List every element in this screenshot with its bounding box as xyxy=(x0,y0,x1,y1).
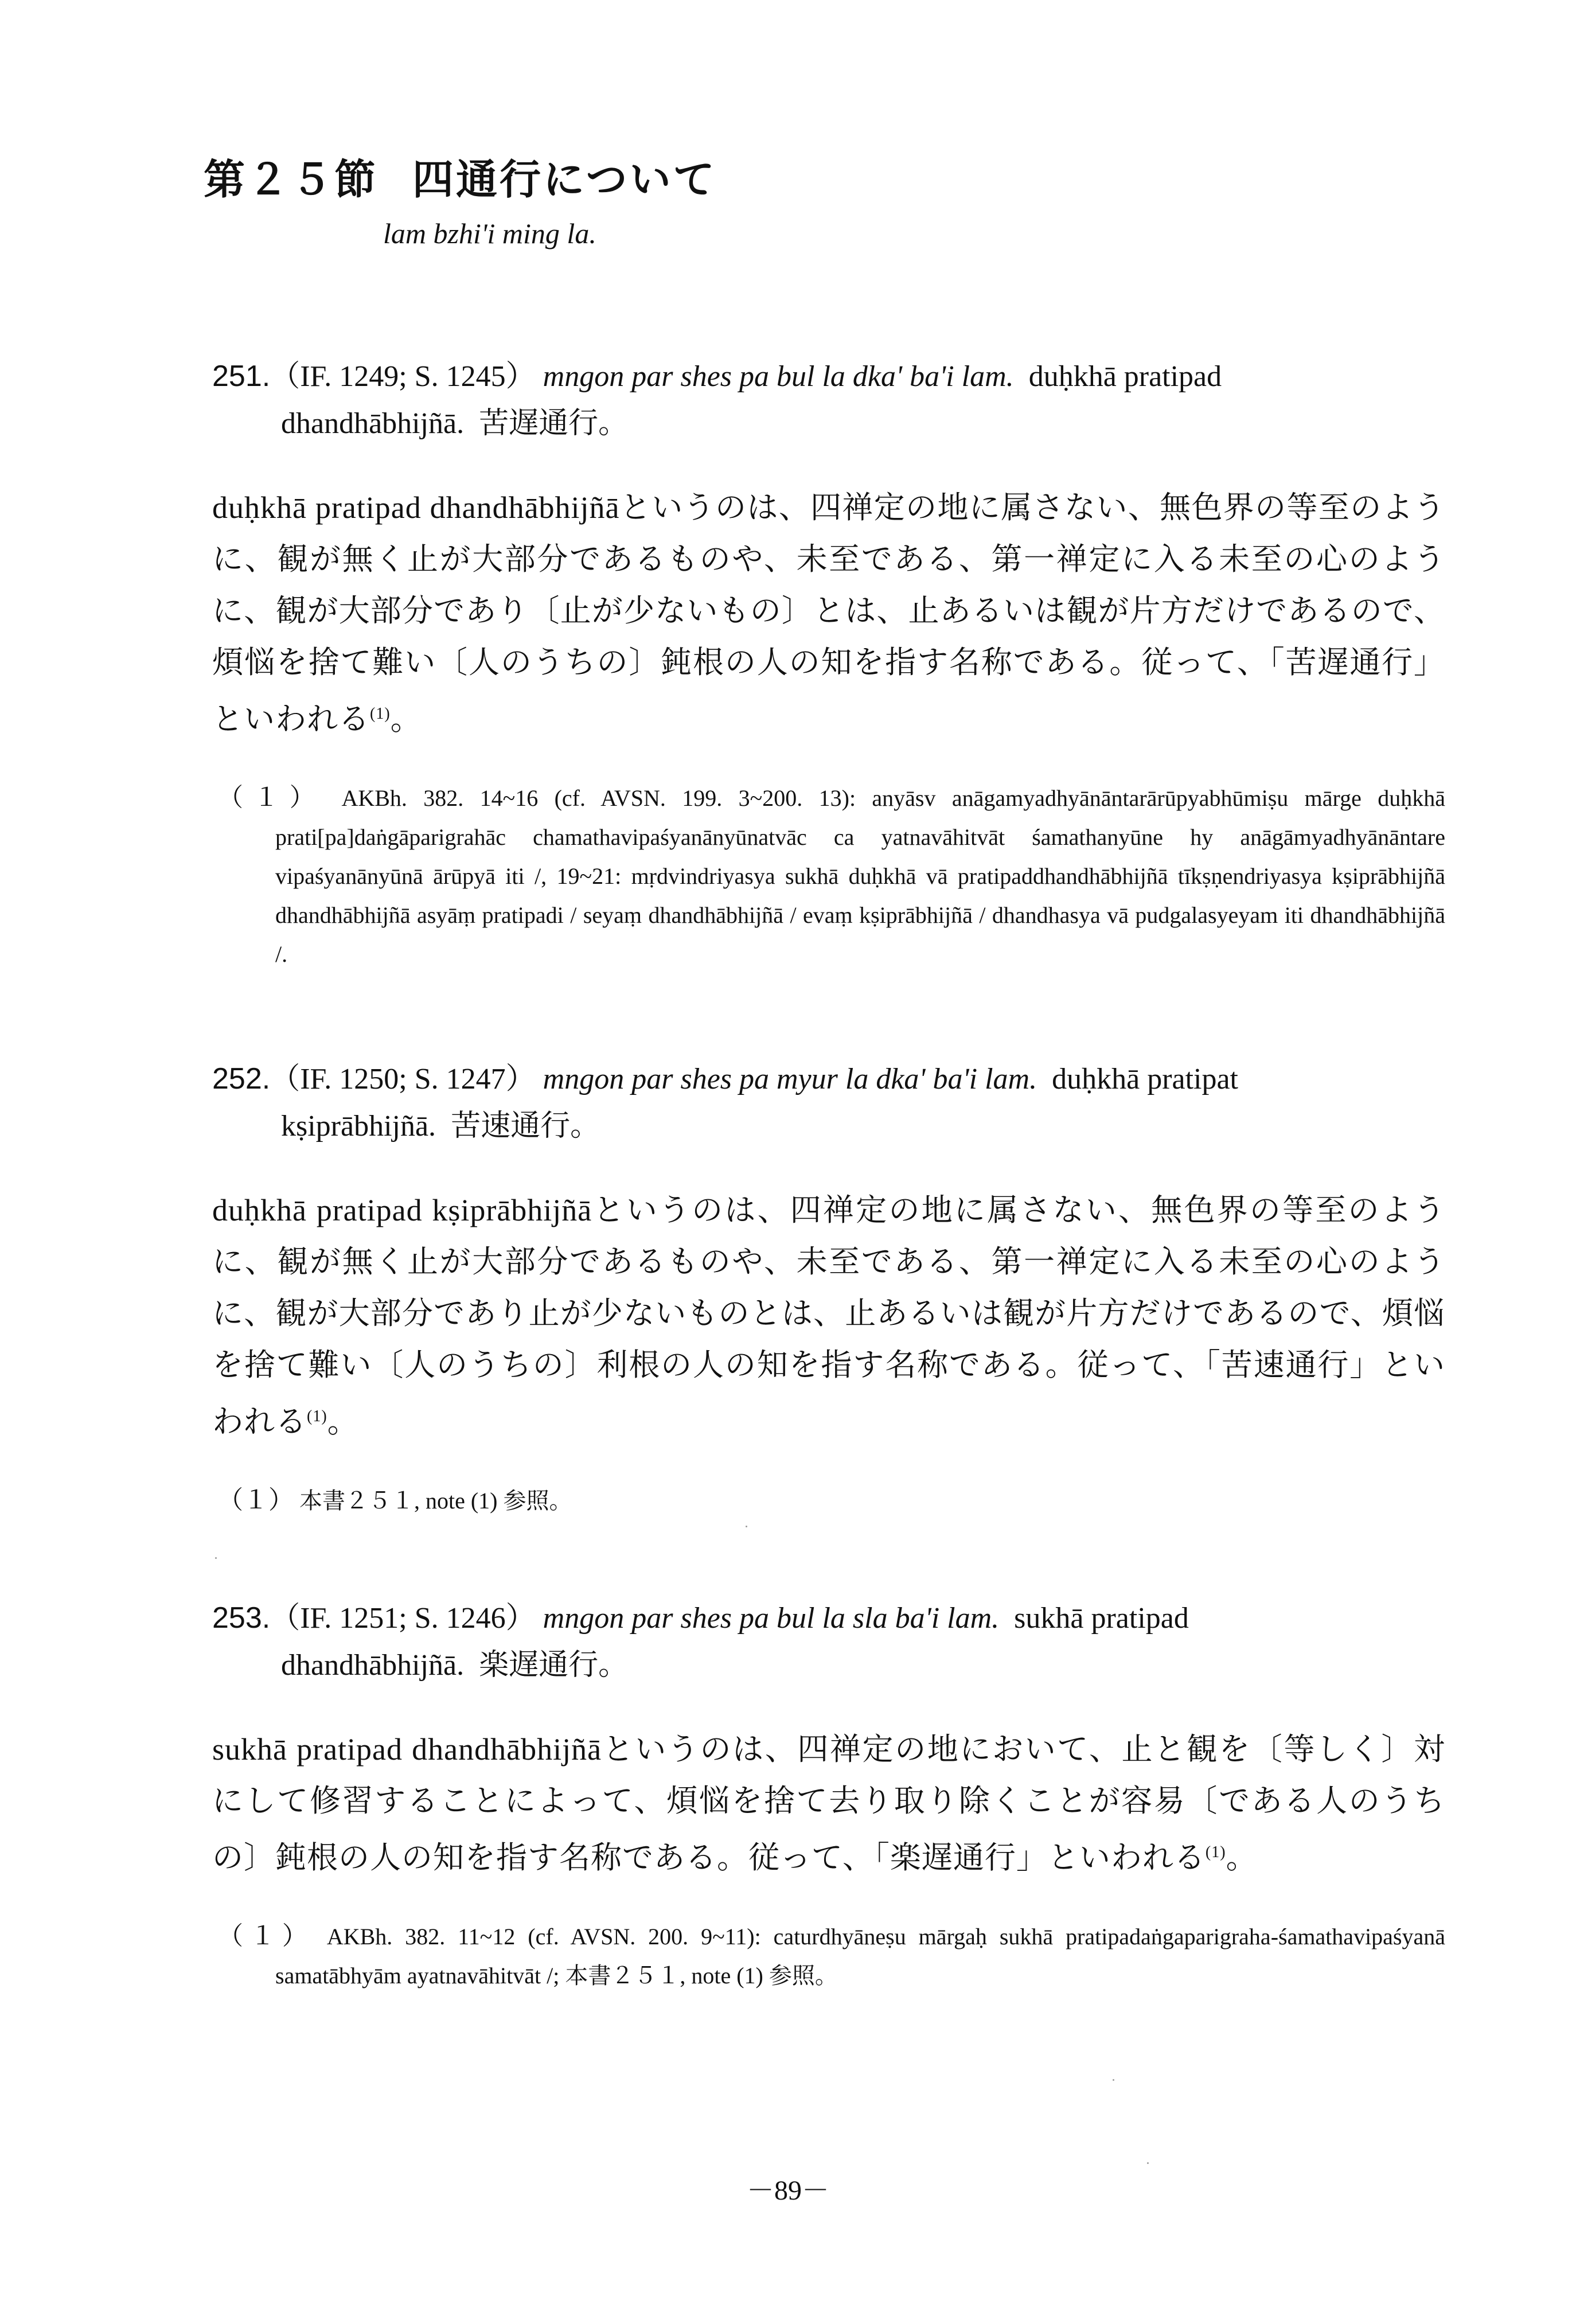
entry-body xyxy=(212,482,1445,745)
entry-ref: （IF. 1251; S. 1246） xyxy=(270,1602,536,1635)
footnote-mark: （１） xyxy=(218,783,326,812)
section-number: 第２５節 xyxy=(204,157,379,203)
scan-speck xyxy=(746,1526,747,1527)
entry-header xyxy=(212,1055,1445,1103)
entry-tibetan: mngon par shes pa myur la dka' ba'i lam. xyxy=(543,1063,1037,1095)
section-subtitle: lam bzhi'i ming la. xyxy=(383,217,596,249)
entry-header xyxy=(212,1594,1445,1642)
entry-header-line2 xyxy=(212,1642,1445,1689)
entry-number: 251. xyxy=(212,360,271,393)
entry-body xyxy=(212,1723,1445,1884)
entry-ref: （IF. 1249; S. 1245） xyxy=(270,360,536,393)
entry-body xyxy=(212,1184,1445,1448)
entry-sanskrit-cont: dhandhābhijñā. xyxy=(281,1649,465,1682)
entry-tibetan: mngon par shes pa bul la dka' ba'i lam. xyxy=(543,360,1014,393)
footnote-mark: （１） xyxy=(218,1486,294,1514)
footnote-text: 本書２５１, note (1) 参照。 xyxy=(299,1488,572,1514)
scan-speck xyxy=(1113,2079,1114,2081)
entry-ref: （IF. 1250; S. 1247） xyxy=(270,1063,536,1095)
note-ref: (1) xyxy=(370,705,391,723)
footnote xyxy=(212,1481,1445,1520)
entry-sanskrit: sukhā pratipad xyxy=(1014,1602,1189,1635)
entry-number: 253. xyxy=(212,1601,271,1635)
entry-sanskrit: duḥkhā pratipad xyxy=(1028,360,1222,393)
entry-number: 252. xyxy=(212,1062,271,1095)
footnote xyxy=(212,778,1445,974)
entry-body-text: sukhā pratipad dhandhābhijñāというのは、四禅定の地において、止と観を〔等しく〕対にして修習することによって、煩悩を捨て去り取り除くことが容易〔である人のうちの〕鈍根の人の知を指す名称である。従って、「楽遅通行」といわれる xyxy=(212,1732,1445,1875)
entry-sanskrit: duḥkhā pratipat xyxy=(1052,1063,1239,1095)
scan-speck xyxy=(1147,2162,1149,2164)
footnote-text: AKBh. 382. 14~16 (cf. AVSN. 199. 3~200. 13): anyāsv anāgamyadhyānāntarārūpyabhūmiṣu mārge duḥkhā prati[pa]daṅgāparigrahāc chamathavipaśyanānyūnatvāc ca yatnavāhitvāt śamathanyūne hy anāgāmyadhyānāntare vipaśyanānyūnā ārūpyā iti /, 19~21: mṛdvindriyasya sukhā duḥkhā vā pratipaddhandhābhijñā tīkṣṇendriyasya kṣiprābhijñā dhandhābhijñā asyāṃ pratipadi / seyaṃ dhandhābhijñā / evaṃ kṣiprābhijñā / dhandhasya vā pudgalasyeyam iti dhandhābhijñā /. xyxy=(275,785,1445,967)
note-ref: (1) xyxy=(1205,1843,1226,1861)
entry-body-end: 。 xyxy=(390,702,422,736)
footnote xyxy=(212,1917,1445,1995)
entry-body-text: duḥkhā pratipad kṣiprābhijñāというのは、四禅定の地に属さない、無色界の等至のように、観が無く止が大部分であるものや、未至である、第一禅定に入る未至の心のように、観が大部分であり止が少ないものとは、止あるいは観が片方だけであるので、煩悩を捨て難い〔人のうちの〕利根の人の知を指す名称である。従って、「苦速通行」といわれる xyxy=(212,1193,1445,1439)
entry-253 xyxy=(212,1594,1445,1995)
entry-japanese: 楽遅通行。 xyxy=(479,1649,629,1682)
footnote-text: AKBh. 382. 11~12 (cf. AVSN. 200. 9~11): caturdhyāneṣu mārgaḥ sukhā pratipadaṅgaparigraha-śamathavipaśyanā samatābhyām ayatnavāhitvāt /; 本書２５１, note (1) 参照。 xyxy=(275,1924,1446,1988)
entry-header-line2 xyxy=(212,400,1445,447)
note-ref: (1) xyxy=(307,1407,327,1425)
entry-body-text: duḥkhā pratipad dhandhābhijñāというのは、四禅定の地に属さない、無色界の等至のように、観が無く止が大部分であるものや、未至である、第一禅定に入る未至の心のように、観が大部分であり〔止が少ないもの〕とは、止あるいは観が片方だけであるので、煩悩を捨て難い〔人のうちの〕鈍根の人の知を指す名称である。従って、「苦遅通行」といわれる xyxy=(212,490,1445,736)
entry-tibetan: mngon par shes pa bul la sla ba'i lam. xyxy=(543,1602,1000,1635)
entry-body-end: 。 xyxy=(1226,1841,1258,1875)
entry-252 xyxy=(212,1055,1445,1520)
entry-header-line2 xyxy=(212,1103,1445,1150)
footnote-mark: （１） xyxy=(218,1922,314,1950)
entry-sanskrit-cont: dhandhābhijñā. xyxy=(281,407,465,440)
scan-speck xyxy=(215,1557,217,1559)
entry-body-end: 。 xyxy=(327,1405,359,1439)
section-heading xyxy=(204,146,717,206)
entry-header xyxy=(212,353,1445,400)
entry-japanese: 苦速通行。 xyxy=(451,1110,600,1142)
entry-sanskrit-cont: kṣiprābhijñā. xyxy=(281,1110,436,1142)
entry-japanese: 苦遅通行。 xyxy=(479,407,629,440)
section-title: 四通行について xyxy=(412,157,717,203)
page-number: －89－ xyxy=(746,2175,829,2206)
entry-251 xyxy=(212,353,1445,974)
